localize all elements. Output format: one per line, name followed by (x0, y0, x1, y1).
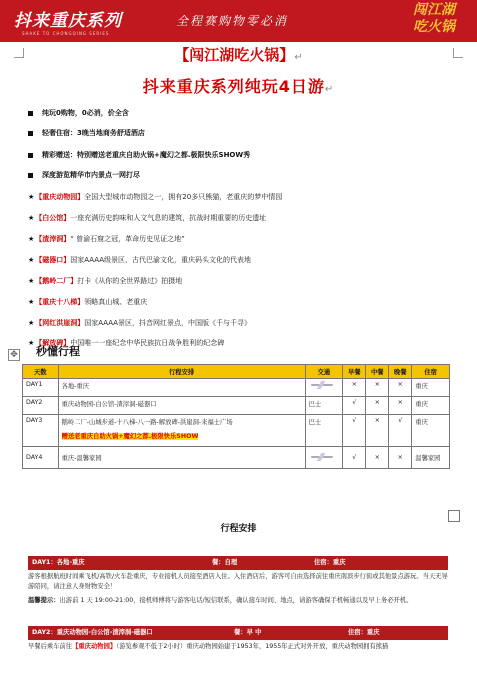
table-header: 交通 (305, 365, 343, 379)
plane-icon (309, 381, 335, 388)
spot-desc: 国家AAAA景区，抖音网红景点，中国版《千与千寻》 (84, 319, 252, 327)
doc-subtitle-text: 抖来重庆系列纯玩4日游 (142, 77, 325, 96)
table-header: 晚餐 (389, 365, 412, 379)
feature-item (28, 170, 140, 180)
table-row (23, 379, 450, 397)
spot-name: 【鹅岭二厂】 (35, 277, 78, 285)
day2-text-b: （游览参观不低于2小时）重庆动物园始建于1953年，1955年正式对外开放，重庆动物园拥有熊猫 (116, 643, 389, 650)
spot-name: 【重庆动物园】 (35, 193, 85, 201)
day2-meals: 餐：早 中 (234, 629, 262, 636)
cell-dinner: × (389, 379, 412, 397)
spot-item (28, 234, 185, 244)
plane-icon (309, 453, 335, 460)
spot-name: 【磁器口】 (35, 256, 71, 264)
spot-name: 【网红洪崖洞】 (35, 319, 85, 327)
spot-desc: 中国唯一一座纪念中华民族抗日战争胜利的纪念碑 (70, 339, 225, 347)
cell-day: DAY1 (23, 379, 59, 397)
square-bullet-icon (28, 173, 33, 178)
table-header: 早餐 (343, 365, 366, 379)
cell-breakfast: √ (343, 397, 366, 415)
square-bullet-icon (28, 131, 33, 136)
brand-subtitle: SHAKE TO CHONGQING SERIES (22, 31, 110, 36)
cell-day: DAY3 (23, 415, 59, 447)
spot-desc: “ 曾渝石窟之冠，革命历史见证之地” (70, 235, 185, 243)
banner-badge (399, 2, 469, 40)
star-icon: ★ (28, 277, 35, 285)
banner-slogan: 全程赛购物零必消 (176, 14, 289, 28)
gift-highlight: 赠送老重庆自助火锅+魔幻之都.极限快乐SHOW (61, 433, 199, 440)
cell-plan (58, 415, 305, 447)
feature-item (28, 150, 250, 160)
cell-breakfast: √ (343, 415, 366, 447)
table-row (23, 397, 450, 415)
spot-item (28, 318, 251, 328)
paragraph-mark-icon: ↵ (324, 84, 335, 95)
square-bullet-icon (28, 153, 33, 158)
tip-text: 出游前 1 天 19:00-21:00，接机师傅将与游客电话/短信联系，确认接车时间、地点，请游客确保手机畅通以及早上务必开机。 (59, 597, 413, 604)
cell-plan: 重庆动物园-白公馆-渣滓洞-磁器口 (58, 397, 305, 415)
star-icon: ★ (28, 339, 35, 347)
spot-item (28, 297, 147, 307)
feature-item (28, 128, 145, 138)
day1-meals: 餐：自理 (212, 559, 238, 566)
spot-item (28, 276, 182, 286)
cell-day: DAY2 (23, 397, 59, 415)
cell-plan: 重庆-温馨家园 (58, 447, 305, 469)
cell-breakfast: × (343, 379, 366, 397)
square-bullet-icon (28, 111, 33, 116)
doc-title-text: 【闯江湖吃火锅】 (174, 46, 295, 64)
table-header: 中餐 (366, 365, 389, 379)
cell-transport (305, 379, 343, 397)
feature-text: 深度游览精华市内景点一网打尽 (42, 171, 140, 179)
day2-hotel: 住宿：重庆 (348, 629, 380, 636)
day1-hotel: 住宿：重庆 (314, 559, 346, 566)
feature-text: 纯玩0购物，0必消，价全含 (42, 109, 129, 117)
star-icon: ★ (28, 235, 35, 243)
brand-logo-text: 抖来重庆系列 (14, 11, 122, 31)
cell-dinner: √ (389, 415, 412, 447)
badge-line-1: 闯江湖 (413, 2, 455, 18)
star-icon: ★ (28, 319, 35, 327)
table-header: 住宿 (412, 365, 450, 379)
day1-text: 游客根据航班时间乘飞机/高铁/火车赴重庆，专业接机人员接至酒店入住。入住酒店后，游客可自由选择前往重庆南滨步行街或其他景点游玩。当天无导游陪同，请注意人身财物安全！ (28, 573, 448, 590)
top-banner (0, 0, 477, 42)
star-icon: ★ (28, 256, 35, 264)
feature-text: 精彩赠送：特别赠送老重庆自助火锅+魔幻之都.极限快乐SHOW秀 (42, 151, 251, 159)
day2-text-a: 早餐后乘车前往 (28, 643, 73, 650)
table-row (23, 415, 450, 447)
day2-band (28, 626, 448, 640)
spot-name: 【渣滓洞】 (35, 235, 71, 243)
day2-text-red: 【重庆动物园】 (72, 643, 117, 650)
day2-text (28, 642, 452, 652)
schedule-heading: 行程安排 (220, 524, 257, 534)
cell-hotel: 重庆 (412, 415, 450, 447)
cell-dinner: × (389, 447, 412, 469)
cell-lunch: × (366, 379, 389, 397)
spot-desc: 一座充满历史韵味和人文气息的建筑，抗战时期重要的历史遗址 (70, 214, 267, 222)
doc-subtitle (0, 74, 477, 97)
spot-desc: 打卡《从你的全世界路过》拍摄地 (77, 277, 183, 285)
tip-label: 温馨提示： (28, 597, 60, 604)
day1-band (28, 556, 448, 570)
feature-item (28, 108, 129, 118)
star-icon: ★ (28, 214, 35, 222)
paragraph-mark-icon: ↵ (294, 52, 303, 63)
table-header: 行程安排 (58, 365, 305, 379)
spot-desc: 国家AAAA级景区，古代巴渝文化，重庆码头文化的代表地 (70, 256, 252, 264)
cell-hotel: 温馨家园 (412, 447, 450, 469)
cell-hotel: 重庆 (412, 379, 450, 397)
table-move-handle-icon[interactable]: ✥ (8, 349, 20, 361)
spot-item (28, 255, 251, 265)
star-icon: ★ (28, 298, 35, 306)
day1-tip (28, 596, 452, 606)
overview-heading: 秒懂行程 (36, 345, 80, 358)
cell-lunch: × (366, 415, 389, 447)
doc-title (0, 44, 477, 65)
day1-title: DAY1：各地-重庆 (32, 559, 85, 566)
cell-breakfast: √ (343, 447, 366, 469)
day2-title: DAY2：重庆动物园-白公馆-渣滓洞-磁器口 (32, 629, 153, 636)
cell-lunch: × (366, 447, 389, 469)
spot-desc: 全国大型城市动物园之一，拥有20多只熊猫，老重庆的梦中情园 (84, 193, 283, 201)
cell-transport: 巴士 (305, 397, 343, 415)
cell-transport (305, 447, 343, 469)
star-icon: ★ (28, 193, 35, 201)
cell-transport: 巴士 (305, 415, 343, 447)
feature-text: 轻奢住宿：3晚当地商务舒适酒店 (42, 129, 145, 137)
table-row (23, 447, 450, 469)
badge-line-2: 吃火锅 (413, 19, 455, 35)
cell-hotel: 重庆 (412, 397, 450, 415)
cell-lunch: × (366, 397, 389, 415)
spot-desc: 领略真山城、老重庆 (84, 298, 148, 306)
itinerary-table (22, 364, 450, 469)
plan-text: 鹅岭二厂-山城步道-十八梯-八一路-解放碑-洪崖洞-来福士广场 (61, 419, 233, 426)
spot-name: 【重庆十八梯】 (35, 298, 85, 306)
cell-dinner: × (389, 397, 412, 415)
spot-name: 【白公馆】 (35, 214, 71, 222)
spot-item (28, 192, 282, 202)
spot-name: 【解放碑】 (35, 339, 71, 347)
table-header-row (23, 365, 450, 379)
table-header: 天数 (23, 365, 59, 379)
cell-day: DAY4 (23, 447, 59, 469)
spot-item (28, 213, 266, 223)
cell-plan: 各地-重庆 (58, 379, 305, 397)
